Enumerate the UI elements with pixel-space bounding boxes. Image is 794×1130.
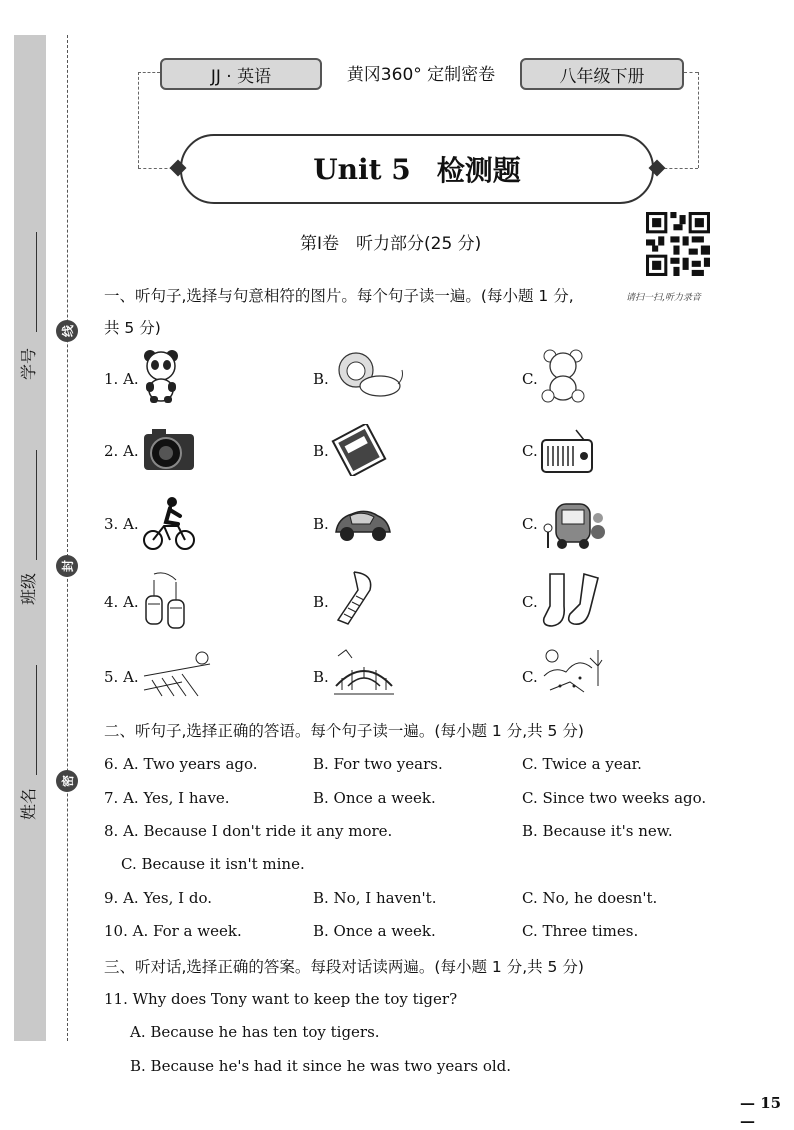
series-banner [160,58,684,88]
q10-option-a: 10. A. For a week. [104,922,242,940]
part-title: 第Ⅰ卷 听力部分(25 分) [300,234,482,254]
cyclist-icon [142,494,196,552]
name-blank [36,665,37,775]
radio-icon [540,428,594,474]
q11-question: 11. Why does Tony want to keep the toy tiger? [104,990,458,1008]
q11-option-b: B. Because he's had it since he was two years old. [130,1057,512,1075]
series-name: 黄冈360° 定制密卷 [346,65,496,85]
q10-option-c: C. Three times. [522,922,639,940]
seal-secret-badge: 密 [56,770,78,792]
section1-heading: 一、听句子,选择与句意相符的图片。每个句子读一遍。(每小题 1 分, [104,287,574,305]
q4-option-b: B. [313,593,329,611]
grade-pill: 八年级下册 [520,58,684,90]
binding-margin [14,35,46,1041]
panda-icon [140,348,182,404]
lion-icon [334,350,404,400]
decor-dash [698,72,699,168]
socks-icon [540,570,606,632]
field-icon [142,650,212,698]
photo-album-icon [330,424,388,476]
q8-option-a: 8. A. Because I don't ride it any more. [104,822,393,840]
q7-option-c: C. Since two weeks ago. [522,789,707,807]
q6-option-c: C. Twice a year. [522,755,642,773]
name-label: 姓名 [19,787,38,820]
q2-label: 2. A. [104,442,139,460]
q8-option-c: C. Because it isn't mine. [121,855,305,873]
class-label: 班级 [19,572,38,605]
decor-dash [138,72,160,73]
camera-icon [142,426,196,474]
page-title [180,134,654,204]
scarf-icon [330,568,386,632]
q5-option-b: B. [313,668,329,686]
q6-option-a: 6. A. Two years ago. [104,755,258,773]
toy-train-icon [540,494,608,552]
student-no-label: 学号 [19,347,38,380]
qr-code-icon [646,212,710,276]
bridge-icon [334,646,394,700]
teddy-bear-icon [540,348,586,404]
q9-option-a: 9. A. Yes, I do. [104,889,212,907]
q5-label: 5. A. [104,668,139,686]
q7-option-a: 7. A. Yes, I have. [104,789,230,807]
q1-option-b: B. [313,370,329,388]
section1-heading-cont: 共 5 分) [104,319,161,337]
q1-label: 1. A. [104,370,139,388]
student-no-blank [36,232,37,332]
q9-option-c: C. No, he doesn't. [522,889,658,907]
q4-option-c: C. [522,593,538,611]
tree-scene-icon [540,646,604,700]
decor-dash [138,72,139,168]
q9-option-b: B. No, I haven't. [313,889,437,907]
section3-heading: 三、听对话,选择正确的答案。每段对话读两遍。(每小题 1 分,共 5 分) [104,958,584,976]
seal-line-badge: 线 [56,320,78,342]
subject-pill: JJ · 英语 [160,58,322,90]
cut-line [67,35,68,1041]
q3-option-b: B. [313,515,329,533]
test-title: 检测题 [436,154,521,187]
decor-dash [684,72,698,73]
q11-option-a: A. Because he has ten toy tigers. [130,1023,380,1041]
page-number: — 15 — [740,1094,782,1130]
q5-option-c: C. [522,668,538,686]
car-icon [332,502,392,546]
q3-option-c: C. [522,515,538,533]
section2-heading: 二、听句子,选择正确的答语。每个句子读一遍。(每小题 1 分,共 5 分) [104,722,584,740]
seal-seal-badge: 封 [56,555,78,577]
q7-option-b: B. Once a week. [313,789,436,807]
q3-label: 3. A. [104,515,139,533]
q4-label: 4. A. [104,593,139,611]
q8-option-b: B. Because it's new. [522,822,673,840]
class-blank [36,450,37,560]
q2-option-c: C. [522,442,538,460]
q6-option-b: B. For two years. [313,755,443,773]
qr-caption: 请扫一扫,听力录音 [626,293,701,303]
q2-option-b: B. [313,442,329,460]
unit-title: Unit 5 [313,152,411,186]
q1-option-c: C. [522,370,538,388]
q10-option-b: B. Once a week. [313,922,436,940]
mittens-icon [140,570,192,634]
